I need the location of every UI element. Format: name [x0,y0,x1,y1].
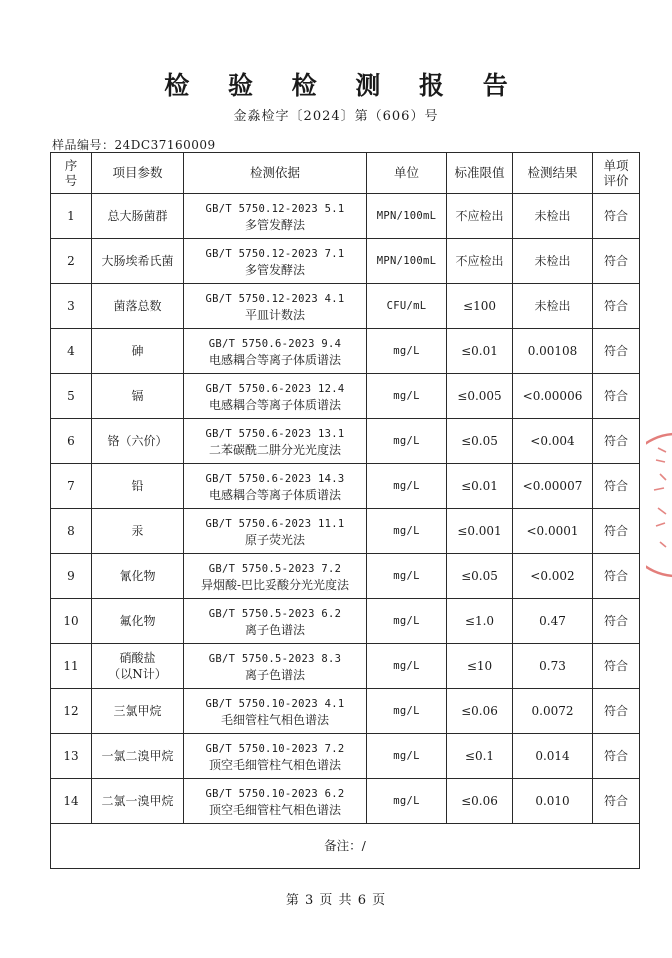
header-evaluation: 单项 评价 [593,153,640,194]
method-name: 二苯碳酰二肼分光光度法 [208,442,341,457]
method-standard: GB/T 5750.12-2023 4.1 [205,292,345,305]
row-result: 0.47 [513,599,593,644]
method-standard: GB/T 5750.10-2023 6.2 [205,787,345,800]
row-limit: ≤1.0 [447,599,513,644]
row-item: 菌落总数 [92,284,184,329]
table-body [51,194,640,824]
row-unit: mg/L [367,644,447,689]
row-evaluation: 符合 [593,644,640,689]
row-method [184,509,367,554]
remark-row [51,824,640,869]
method-standard: GB/T 5750.10-2023 4.1 [205,697,345,710]
row-index: 11 [51,644,92,689]
row-method [184,464,367,509]
method-standard: GB/T 5750.10-2023 7.2 [205,742,345,755]
row-item: 一氯二溴甲烷 [92,734,184,779]
row-unit: mg/L [367,419,447,464]
table-row [51,329,640,374]
row-evaluation: 符合 [593,239,640,284]
row-method [184,644,367,689]
row-method [184,284,367,329]
row-result: <0.002 [513,554,593,599]
row-evaluation: 符合 [593,194,640,239]
row-evaluation: 符合 [593,734,640,779]
method-name: 电感耦合等离子体质谱法 [208,397,341,412]
row-result: 未检出 [513,239,593,284]
table-row [51,419,640,464]
row-unit: mg/L [367,464,447,509]
method-name: 电感耦合等离子体质谱法 [208,487,341,502]
header-limit: 标准限值 [447,153,513,194]
row-result: 未检出 [513,284,593,329]
row-item: 硝酸盐 （以N计） [92,644,184,689]
table-row [51,239,640,284]
row-evaluation: 符合 [593,779,640,824]
method-standard: GB/T 5750.6-2023 13.1 [205,427,345,440]
row-limit: ≤0.005 [447,374,513,419]
row-unit: mg/L [367,779,447,824]
row-method [184,374,367,419]
method-standard: GB/T 5750.5-2023 8.3 [208,652,342,665]
method-standard: GB/T 5750.6-2023 9.4 [208,337,342,350]
table-row [51,599,640,644]
sample-number: 样品编号：24DC37160009 [52,138,216,152]
method-standard: GB/T 5750.6-2023 14.3 [205,472,345,485]
row-method [184,734,367,779]
method-standard: GB/T 5750.12-2023 5.1 [205,202,345,215]
row-item: 氟化物 [92,599,184,644]
row-evaluation: 符合 [593,374,640,419]
header-unit: 单位 [367,153,447,194]
method-standard: GB/T 5750.5-2023 6.2 [208,607,342,620]
report-document-number: 金淼检字〔2024〕第（606）号 [233,109,439,124]
row-unit: MPN/100mL [367,239,447,284]
row-limit: ≤100 [447,284,513,329]
row-index: 12 [51,689,92,734]
row-unit: mg/L [367,599,447,644]
red-seal-stamp [646,430,672,580]
header-item: 项目参数 [92,153,184,194]
row-limit: 不应检出 [447,239,513,284]
row-index: 3 [51,284,92,329]
header-result: 检测结果 [513,153,593,194]
row-limit: ≤0.01 [447,329,513,374]
results-table [50,152,640,869]
row-result: 0.010 [513,779,593,824]
row-method [184,419,367,464]
row-index: 8 [51,509,92,554]
row-evaluation: 符合 [593,329,640,374]
row-result: <0.00006 [513,374,593,419]
row-index: 1 [51,194,92,239]
row-unit: mg/L [367,689,447,734]
row-evaluation: 符合 [593,464,640,509]
method-name: 离子色谱法 [244,622,305,637]
row-index: 9 [51,554,92,599]
page-footer: 第 3 页 共 6 页 [285,893,387,908]
row-unit: mg/L [367,554,447,599]
row-limit: ≤0.05 [447,554,513,599]
row-unit: MPN/100mL [367,194,447,239]
row-evaluation: 符合 [593,509,640,554]
table-row [51,779,640,824]
table-row [51,644,640,689]
table-row [51,689,640,734]
row-item: 铅 [92,464,184,509]
method-name: 原子荧光法 [244,532,305,547]
row-limit: ≤0.1 [447,734,513,779]
method-name: 毛细管柱气相色谱法 [220,712,329,727]
row-index: 7 [51,464,92,509]
row-limit: ≤0.06 [447,689,513,734]
table-row [51,284,640,329]
table-row [51,554,640,599]
row-unit: mg/L [367,374,447,419]
row-evaluation: 符合 [593,599,640,644]
row-item: 铬（六价） [92,419,184,464]
row-item: 汞 [92,509,184,554]
method-name: 电感耦合等离子体质谱法 [208,352,341,367]
header-method: 检测依据 [184,153,367,194]
table-header-row [51,153,640,194]
row-unit: mg/L [367,329,447,374]
table-row [51,464,640,509]
table-row [51,194,640,239]
row-index: 5 [51,374,92,419]
row-item: 总大肠菌群 [92,194,184,239]
row-evaluation: 符合 [593,284,640,329]
report-title: 检 验 检 测 报 告 [164,71,523,100]
row-result: <0.0001 [513,509,593,554]
row-item: 三氯甲烷 [92,689,184,734]
method-name: 多管发酵法 [244,217,305,232]
row-limit: 不应检出 [447,194,513,239]
row-evaluation: 符合 [593,689,640,734]
row-result: 0.73 [513,644,593,689]
row-item: 二氯一溴甲烷 [92,779,184,824]
table-row [51,509,640,554]
row-method [184,779,367,824]
row-unit: CFU/mL [367,284,447,329]
row-item: 大肠埃希氏菌 [92,239,184,284]
row-item: 镉 [92,374,184,419]
row-index: 6 [51,419,92,464]
row-index: 14 [51,779,92,824]
row-result: 未检出 [513,194,593,239]
row-unit: mg/L [367,734,447,779]
method-standard: GB/T 5750.6-2023 11.1 [205,517,345,530]
method-name: 异烟酸-巴比妥酸分光光度法 [200,577,350,592]
row-result: <0.004 [513,419,593,464]
method-standard: GB/T 5750.6-2023 12.4 [205,382,345,395]
row-item: 砷 [92,329,184,374]
row-item: 氰化物 [92,554,184,599]
row-index: 4 [51,329,92,374]
row-limit: ≤0.01 [447,464,513,509]
remark-text: 备注：/ [51,824,640,869]
method-name: 顶空毛细管柱气相色谱法 [208,757,341,772]
row-limit: ≤10 [447,644,513,689]
row-evaluation: 符合 [593,554,640,599]
method-standard: GB/T 5750.5-2023 7.2 [208,562,342,575]
row-method [184,239,367,284]
method-standard: GB/T 5750.12-2023 7.1 [205,247,345,260]
row-method [184,599,367,644]
row-result: <0.00007 [513,464,593,509]
method-name: 平皿计数法 [244,307,305,322]
row-index: 10 [51,599,92,644]
table-row [51,734,640,779]
row-method [184,554,367,599]
row-evaluation: 符合 [593,419,640,464]
row-limit: ≤0.05 [447,419,513,464]
row-method [184,329,367,374]
table-row [51,374,640,419]
row-result: 0.014 [513,734,593,779]
method-name: 离子色谱法 [244,667,305,682]
row-limit: ≤0.06 [447,779,513,824]
row-limit: ≤0.001 [447,509,513,554]
row-index: 13 [51,734,92,779]
method-name: 多管发酵法 [244,262,305,277]
row-method [184,194,367,239]
row-unit: mg/L [367,509,447,554]
row-result: 0.0072 [513,689,593,734]
header-index: 序 号 [51,153,92,194]
row-method [184,689,367,734]
row-result: 0.00108 [513,329,593,374]
row-index: 2 [51,239,92,284]
method-name: 顶空毛细管柱气相色谱法 [208,802,341,817]
